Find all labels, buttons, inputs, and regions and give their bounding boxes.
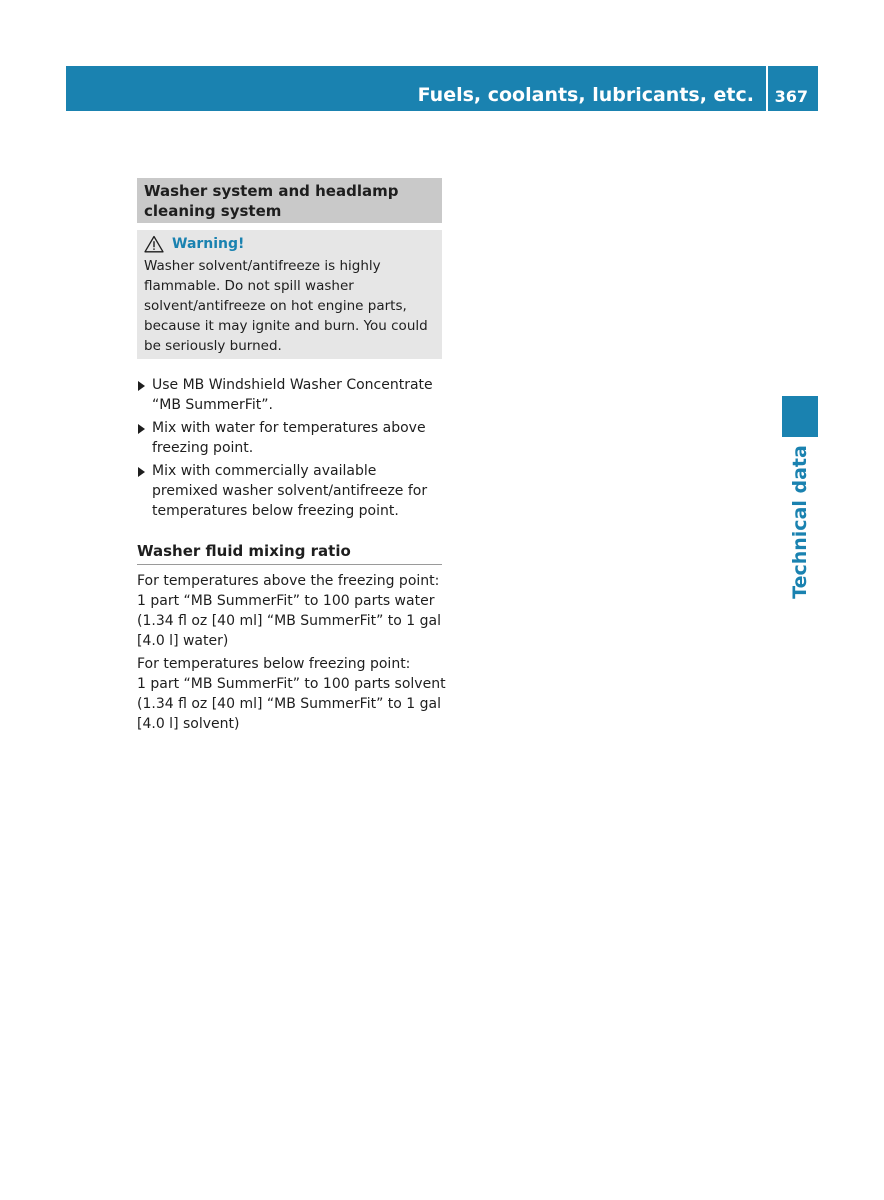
warning-text: Washer solvent/antifreeze is highly flammable. Do not spill washer solvent/antifreeze on hot engine parts, because it may ignite and burn. You could be seriously burned. [144,258,428,354]
ratio-text: 1 part “MB SummerFit” to 100 parts water [137,593,435,609]
condition-text: For temperatures below freezing point: [137,656,411,672]
header-divider [766,66,768,111]
ratio-detail-text: [4.0 l] water) [137,633,229,649]
condition-text: For temperatures above the freezing point: [137,573,440,589]
bullet-arrow-icon [138,381,145,391]
page-header [66,66,818,111]
list-item-text: Mix with commercially available premixed washer solvent/antifreeze for temperatures below freezing point. [152,463,428,519]
content-column [137,178,446,734]
mixing-below-freezing [137,654,446,734]
list-item [137,461,442,521]
warning-box [137,230,442,359]
page-number: 367 [774,87,808,106]
side-tab-marker [782,396,818,437]
warning-title: Warning! [172,236,245,252]
instruction-list [137,375,442,521]
chapter-title: Fuels, coolants, lubricants, etc. [417,84,754,106]
ratio-detail-text: [4.0 l] solvent) [137,716,240,732]
mixing-above-freezing [137,571,442,651]
mixing-ratio-heading: Washer fluid mixing ratio [137,541,442,565]
section-heading: Washer system and headlamp cleaning system [137,178,442,223]
list-item-text: Mix with water for temperatures above freezing point. [152,420,426,456]
list-item [137,418,442,458]
bullet-arrow-icon [138,467,145,477]
warning-header [144,234,435,254]
ratio-detail-text: (1.34 fl oz [40 ml] “MB SummerFit” to 1 gal [137,696,442,712]
ratio-text: 1 part “MB SummerFit” to 100 parts solvent [137,676,446,692]
list-item [137,375,442,415]
ratio-detail-text: (1.34 fl oz [40 ml] “MB SummerFit” to 1 gal [137,613,442,629]
list-item-text: Use MB Windshield Washer Concentrate “MB SummerFit”. [152,377,433,413]
bullet-arrow-icon [138,424,145,434]
warning-triangle-icon [144,235,164,253]
side-tab-label: Technical data [789,445,811,599]
